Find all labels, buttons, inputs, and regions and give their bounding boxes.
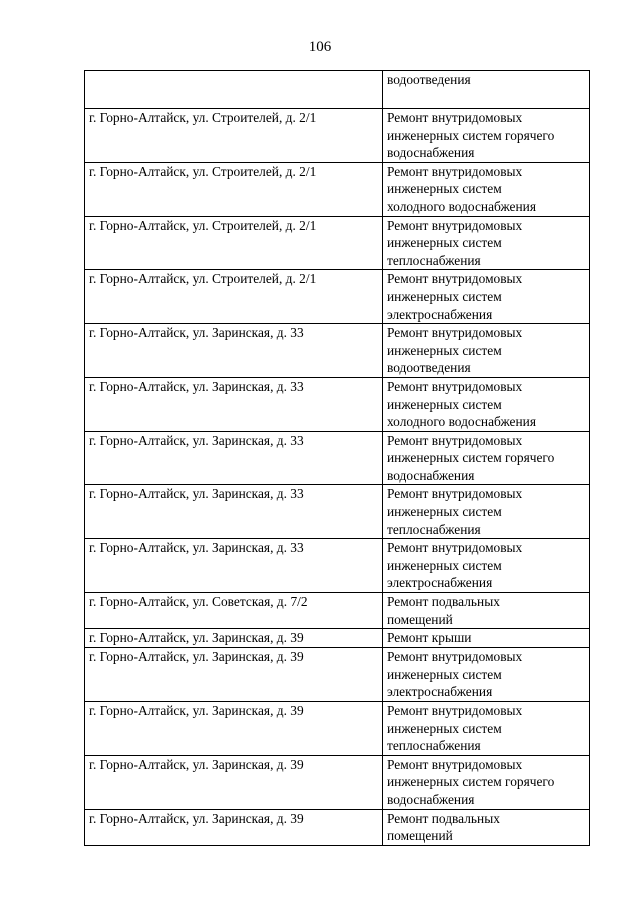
repair-schedule-table bbox=[84, 70, 590, 846]
work-type-cell: Ремонт внутридомовых инженерных систем горячего водоснабжения bbox=[383, 431, 590, 485]
work-type-cell: Ремонт подвальных помещений bbox=[383, 809, 590, 845]
work-type-cell: Ремонт внутридомовых инженерных систем водоотведения bbox=[383, 324, 590, 378]
work-type-cell: водоотведения bbox=[383, 71, 590, 109]
address-cell: г. Горно-Алтайск, ул. Строителей, д. 2/1 bbox=[85, 162, 383, 216]
table-row bbox=[85, 648, 590, 702]
work-type-cell: Ремонт внутридомовых инженерных систем электроснабжения bbox=[383, 270, 590, 324]
address-cell bbox=[85, 71, 383, 109]
page-number: 106 bbox=[308, 39, 332, 55]
address-cell: г. Горно-Алтайск, ул. Заринская, д. 33 bbox=[85, 324, 383, 378]
work-type-cell: Ремонт внутридомовых инженерных систем электроснабжения bbox=[383, 539, 590, 593]
work-type-cell: Ремонт внутридомовых инженерных систем горячего водоснабжения bbox=[383, 755, 590, 809]
address-cell: г. Горно-Алтайск, ул. Строителей, д. 2/1 bbox=[85, 109, 383, 163]
table-row bbox=[85, 270, 590, 324]
address-cell: г. Горно-Алтайск, ул. Заринская, д. 39 bbox=[85, 702, 383, 756]
table-row bbox=[85, 109, 590, 163]
address-cell: г. Горно-Алтайск, ул. Строителей, д. 2/1 bbox=[85, 216, 383, 270]
work-type-cell: Ремонт внутридомовых инженерных систем горячего водоснабжения bbox=[383, 109, 590, 163]
table-row bbox=[85, 162, 590, 216]
table-row bbox=[85, 216, 590, 270]
address-cell: г. Горно-Алтайск, ул. Советская, д. 7/2 bbox=[85, 593, 383, 629]
work-type-cell: Ремонт крыши bbox=[383, 629, 590, 648]
table-row bbox=[85, 431, 590, 485]
table-row bbox=[85, 809, 590, 845]
address-cell: г. Горно-Алтайск, ул. Заринская, д. 33 bbox=[85, 539, 383, 593]
work-type-cell: Ремонт внутридомовых инженерных систем холодного водоснабжения bbox=[383, 377, 590, 431]
work-type-cell: Ремонт внутридомовых инженерных систем теплоснабжения bbox=[383, 485, 590, 539]
address-cell: г. Горно-Алтайск, ул. Заринская, д. 39 bbox=[85, 629, 383, 648]
table-row bbox=[85, 71, 590, 109]
table-row bbox=[85, 702, 590, 756]
work-type-cell: Ремонт внутридомовых инженерных систем теплоснабжения bbox=[383, 216, 590, 270]
work-type-cell: Ремонт внутридомовых инженерных систем холодного водоснабжения bbox=[383, 162, 590, 216]
work-type-cell: Ремонт подвальных помещений bbox=[383, 593, 590, 629]
work-type-cell: Ремонт внутридомовых инженерных систем теплоснабжения bbox=[383, 702, 590, 756]
work-type-cell: Ремонт внутридомовых инженерных систем электроснабжения bbox=[383, 648, 590, 702]
table-row bbox=[85, 539, 590, 593]
address-cell: г. Горно-Алтайск, ул. Заринская, д. 39 bbox=[85, 809, 383, 845]
table-row bbox=[85, 593, 590, 629]
address-cell: г. Горно-Алтайск, ул. Заринская, д. 33 bbox=[85, 485, 383, 539]
address-cell: г. Горно-Алтайск, ул. Строителей, д. 2/1 bbox=[85, 270, 383, 324]
table-row bbox=[85, 324, 590, 378]
table-row bbox=[85, 377, 590, 431]
address-cell: г. Горно-Алтайск, ул. Заринская, д. 39 bbox=[85, 755, 383, 809]
table-row bbox=[85, 629, 590, 648]
address-cell: г. Горно-Алтайск, ул. Заринская, д. 33 bbox=[85, 431, 383, 485]
table-row bbox=[85, 485, 590, 539]
address-cell: г. Горно-Алтайск, ул. Заринская, д. 39 bbox=[85, 648, 383, 702]
table-row bbox=[85, 755, 590, 809]
address-cell: г. Горно-Алтайск, ул. Заринская, д. 33 bbox=[85, 377, 383, 431]
